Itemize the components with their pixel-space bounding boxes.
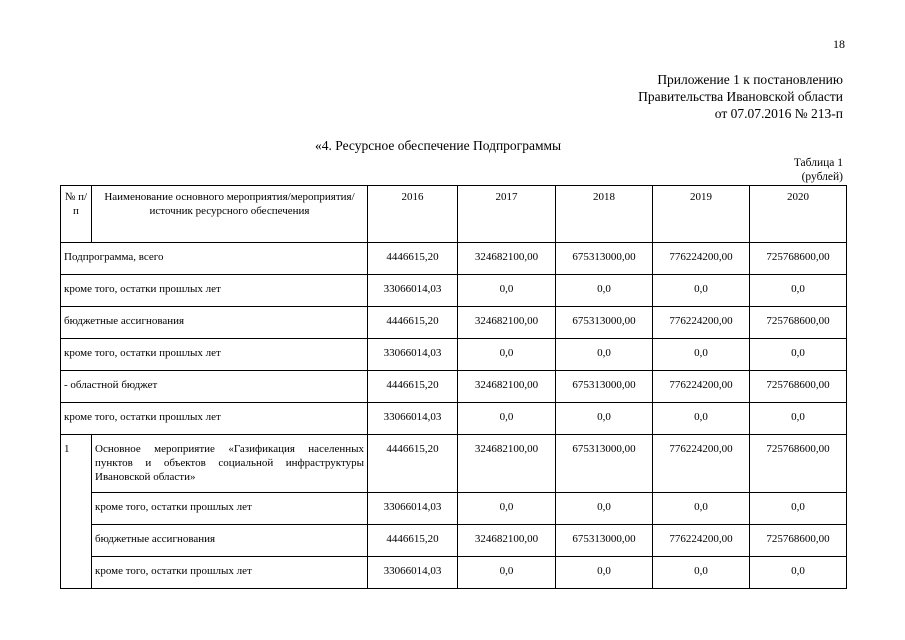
row-label: Подпрограмма, всего: [61, 243, 368, 275]
appendix-line: Приложение 1 к постановлению: [657, 72, 843, 87]
cell-value: 675313000,00: [556, 243, 653, 275]
header-year: 2020: [750, 186, 847, 243]
cell-value: 675313000,00: [556, 525, 653, 557]
cell-value: 0,0: [750, 493, 847, 525]
table-note: [794, 156, 843, 184]
cell-value: 4446615,20: [368, 243, 458, 275]
cell-value: 0,0: [458, 339, 556, 371]
header-year: 2018: [556, 186, 653, 243]
table-label: Таблица 1: [793, 157, 843, 169]
cell-value: 0,0: [653, 403, 750, 435]
cell-value: 0,0: [750, 339, 847, 371]
cell-value: 725768600,00: [750, 307, 847, 339]
cell-value: 0,0: [653, 339, 750, 371]
table-unit: (рублей): [801, 171, 843, 183]
row-label: бюджетные ассигнования: [92, 525, 368, 557]
cell-value: 0,0: [556, 493, 653, 525]
cell-value: 4446615,20: [368, 525, 458, 557]
cell-value: 324682100,00: [458, 307, 556, 339]
cell-value: 0,0: [556, 403, 653, 435]
row-label: кроме того, остатки прошлых лет: [61, 275, 368, 307]
cell-value: 33066014,03: [368, 275, 458, 307]
cell-value: 725768600,00: [750, 371, 847, 403]
cell-value: 33066014,03: [368, 557, 458, 589]
cell-value: 324682100,00: [458, 525, 556, 557]
table-row: [61, 243, 847, 275]
cell-value: 0,0: [750, 275, 847, 307]
cell-value: 0,0: [458, 275, 556, 307]
cell-value: 675313000,00: [556, 307, 653, 339]
cell-value: 0,0: [750, 557, 847, 589]
cell-value: 0,0: [458, 493, 556, 525]
cell-value: 776224200,00: [653, 435, 750, 493]
table-row: [61, 307, 847, 339]
table-row: [61, 435, 847, 493]
table-row: [61, 339, 847, 371]
header-year: 2017: [458, 186, 556, 243]
cell-value: 0,0: [750, 403, 847, 435]
cell-value: 0,0: [458, 557, 556, 589]
table-row: [61, 275, 847, 307]
header-num: № п/п: [61, 186, 92, 243]
row-label: Основное мероприятие «Газификация населенных пунктов и объектов социальной инфраструктуры Ивановской области»: [92, 435, 368, 493]
cell-value: 0,0: [556, 557, 653, 589]
cell-value: 0,0: [556, 339, 653, 371]
row-label: кроме того, остатки прошлых лет: [61, 403, 368, 435]
cell-value: 33066014,03: [368, 339, 458, 371]
cell-value: 324682100,00: [458, 371, 556, 403]
cell-value: 4446615,20: [368, 307, 458, 339]
cell-value: 4446615,20: [368, 371, 458, 403]
row-number: 1: [61, 435, 92, 589]
cell-value: 33066014,03: [368, 493, 458, 525]
table-row: [61, 557, 847, 589]
row-label: - областной бюджет: [61, 371, 368, 403]
cell-value: 324682100,00: [458, 435, 556, 493]
cell-value: 776224200,00: [653, 525, 750, 557]
cell-value: 0,0: [653, 557, 750, 589]
cell-value: 725768600,00: [750, 435, 847, 493]
cell-value: 776224200,00: [653, 243, 750, 275]
cell-value: 725768600,00: [750, 525, 847, 557]
appendix-header: [638, 71, 843, 122]
table-row: [61, 493, 847, 525]
cell-value: 324682100,00: [458, 243, 556, 275]
table-row: [61, 525, 847, 557]
cell-value: 776224200,00: [653, 307, 750, 339]
cell-value: 725768600,00: [750, 243, 847, 275]
header-name: Наименование основного мероприятия/мероприятия/источник ресурсного обеспечения: [92, 186, 368, 243]
section-title: «4. Ресурсное обеспечение Подпрограммы: [315, 138, 562, 153]
cell-value: 0,0: [653, 493, 750, 525]
cell-value: 33066014,03: [368, 403, 458, 435]
table-row: [61, 403, 847, 435]
table-row: [61, 371, 847, 403]
row-label: бюджетные ассигнования: [61, 307, 368, 339]
cell-value: 4446615,20: [368, 435, 458, 493]
resource-table: [60, 185, 847, 589]
appendix-line: Правительства Ивановской области: [638, 89, 843, 104]
header-year: 2016: [368, 186, 458, 243]
table-header-row: [61, 186, 847, 243]
page-number: 18: [833, 37, 845, 51]
cell-value: 675313000,00: [556, 435, 653, 493]
cell-value: 0,0: [653, 275, 750, 307]
header-year: 2019: [653, 186, 750, 243]
appendix-line: от 07.07.2016 № 213-п: [714, 106, 843, 121]
cell-value: 0,0: [458, 403, 556, 435]
cell-value: 0,0: [556, 275, 653, 307]
row-label: кроме того, остатки прошлых лет: [92, 493, 368, 525]
row-label: кроме того, остатки прошлых лет: [61, 339, 368, 371]
cell-value: 776224200,00: [653, 371, 750, 403]
row-label: кроме того, остатки прошлых лет: [92, 557, 368, 589]
cell-value: 675313000,00: [556, 371, 653, 403]
